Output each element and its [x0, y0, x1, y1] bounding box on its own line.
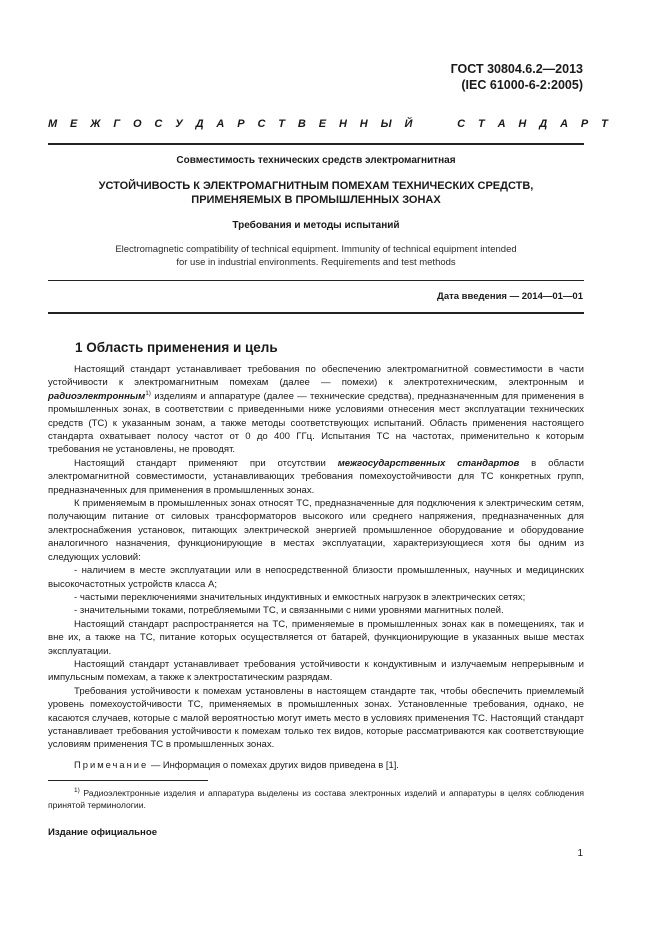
title-main-line1: УСТОЙЧИВОСТЬ К ЭЛЕКТРОМАГНИТНЫМ ПОМЕХАМ ТЕХНИЧЕСКИХ СРЕДСТВ, [98, 180, 534, 192]
banner-letter [441, 118, 444, 130]
banner-letter: Ы [380, 118, 392, 130]
banner-letter: Е [318, 118, 327, 130]
note-text: — Информация о помехах других видов приведена в [1]. [148, 758, 399, 770]
paragraph-4: Настоящий стандарт распространяется на ТС, применяемые в промышленных зонах как в помещениях, так и вне их, а также на ТС, питание которых осуществляется от батарей, функционирующие в указанных выше местах эксплуатации. [48, 618, 584, 657]
introduction-date: Дата введения — 2014—01—01 [437, 291, 583, 302]
note-label: Примечание [74, 758, 149, 770]
banner-letter: А [560, 118, 569, 130]
banner-letter: О [132, 118, 142, 130]
official-edition-label: Издание официальное [48, 827, 158, 838]
paragraph-2 [48, 457, 584, 497]
banner-letter: Д [539, 118, 548, 130]
paragraph-3: К применяемым в промышленных зонах относят ТС, предназначенные для подключения к электрическим сетям, получающим питание от силовых трансформаторов высокого или среднего напряжения, предназначенных для электроснабжения установок, питающих электрической энергией промышленное оборудование и оборудование аналогичного назначения, функционирующие в местах эксплуатации, характеризующиеся хотя бы одним из следующих условий: [48, 498, 584, 563]
banner-letter: А [216, 118, 225, 130]
banner-letter: А [497, 118, 506, 130]
banner-letter: Е [70, 118, 78, 130]
banner-letter: Ж [90, 118, 101, 130]
banner-letter: Р [580, 118, 589, 130]
banner-letter: Т [477, 118, 485, 130]
paragraph-6: Требования устойчивости к помехам установлены в настоящем стандарте так, чтобы обеспечить приемлемый уровень помехоустойчивости ТС, применяемых в промышленных зонах. Установленные требования, однако, не касаются случаев, которые с малой вероятностью могут иметь место в условиях применения ТС. Настоящий стандарт устанавливает требования устойчивости к помехам только тех видов, которые рассматриваются как соответствующие условиям применения ТС в промышленных зонах. [48, 685, 584, 751]
footnote-rule [48, 780, 208, 781]
banner-letter: Й [404, 118, 413, 130]
title-english-line2: for use in industrial environments. Requirements and test methods [176, 257, 456, 268]
title-main-line2: ПРИМЕНЯЕМЫХ В ПРОМЫШЛЕННЫХ ЗОНАХ [191, 194, 441, 206]
banner-letter: М [48, 118, 58, 130]
title-subtitle: Совместимость технических средств электромагнитная [176, 155, 456, 166]
banner-letter: Т [601, 118, 608, 130]
list-item: - значительными токами, потребляемыми ТС, и связанными с ними уровнями магнитных полей. [74, 605, 504, 617]
paragraph-2-text-b: в области электромагнитной совместимости, устанавливающих требования помехоустойчивости для ТС конкретных групп, предназначенных для применения в промышленных зонах. [48, 457, 584, 496]
interstate-standard-banner [48, 118, 608, 130]
banner-rule [48, 143, 584, 145]
standard-code: ГОСТ 30804.6.2—2013 [450, 62, 583, 76]
list-item: - частыми переключениями значительных индуктивных и емкостных нагрузок в электрических сетях; [74, 591, 526, 603]
paragraph-2-text-a: Настоящий стандарт применяют при отсутствии [74, 457, 338, 469]
paragraph-1-text-a: Настоящий стандарт устанавливает требования по обеспечению электромагнитной совместимости в части устойчивости к электромагнитным помехам (далее — помехи) к электротехническим, электронным и [48, 364, 584, 389]
banner-letter: Д [195, 118, 204, 130]
section-heading: 1 Область применения и цель [75, 340, 278, 355]
paragraph-1-text-b: изделиям и аппаратуре (далее — технические средства), предназначенным для применения в промышленных зонах, в соответствии с приведенными ниже условиями отнесения мест эксплуатации технических средств (ТС) к указанным зонам, а также методы соответствующих испытаний. Область применения настоящего стандарта охватывает полосу частот от 0 до 400 ГГц. Испытания ТС на частотах, применительно к которым требования не установлены, не проводят. [48, 390, 584, 456]
title-english-line1: Electromagnetic compatibility of technical equipment. Immunity of technical equipment intended [115, 244, 517, 255]
footnote-text: Радиоэлектронные изделия и аппаратура выделены из состава электронных изделий и аппаратуры в целях соблюдения принятой терминологии. [48, 788, 584, 810]
banner-letter: Н [359, 118, 368, 130]
title-requirements: Требования и методы испытаний [232, 220, 400, 231]
term-interstate-standards: межгосударственных стандартов [337, 457, 520, 469]
banner-letter: Н [338, 118, 347, 130]
title-rule [48, 280, 584, 281]
page-number: 1 [577, 848, 583, 859]
banner-letter: У [175, 118, 183, 130]
footnote-marker: 1) [74, 787, 80, 795]
list-item: - наличием в месте эксплуатации или в непосредственной близости промышленных, научных и медицинских высокочастотных устройств класса А; [48, 565, 584, 590]
banner-letter: Р [237, 118, 245, 130]
banner-letter: С [154, 118, 163, 130]
banner-letter: С [257, 118, 266, 130]
date-rule [48, 312, 584, 314]
banner-letter: Т [278, 118, 286, 130]
footnote [48, 787, 584, 811]
banner-letter: Г [113, 118, 121, 130]
banner-letter: В [297, 118, 306, 130]
paragraph-1 [48, 363, 584, 457]
term-radioelectronic: радиоэлектронным [48, 390, 146, 402]
note [48, 758, 584, 771]
banner-letter: Н [518, 118, 527, 130]
banner-letter: С [457, 118, 466, 130]
iec-code: (IEC 61000-6-2:2005) [461, 78, 583, 92]
banner-letter [425, 118, 428, 130]
footnote-ref: 1) [145, 389, 151, 397]
paragraph-5: Настоящий стандарт устанавливает требования устойчивости к кондуктивным и излучаемым непрерывным и импульсным помехам, а также к электростатическим разрядам. [48, 658, 584, 684]
section-body [48, 363, 584, 771]
